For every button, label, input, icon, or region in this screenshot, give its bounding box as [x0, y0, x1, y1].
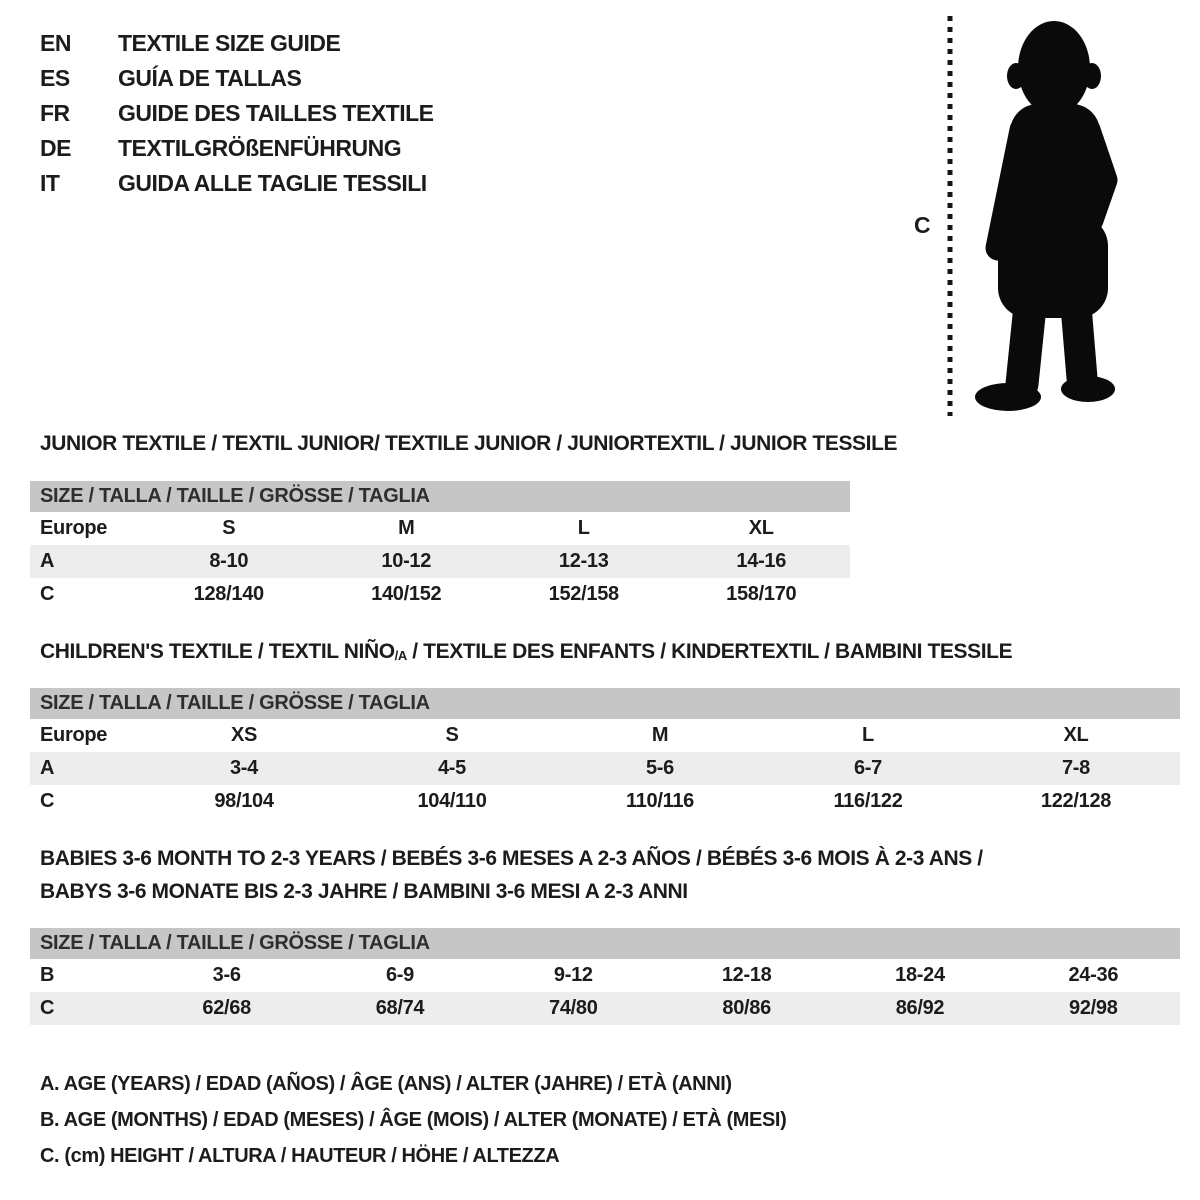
- babies-size-table: [30, 928, 1180, 1025]
- language-title: TEXTILGRÖßENFÜHRUNG: [118, 135, 402, 161]
- row-label: C: [40, 583, 55, 605]
- footnotes-block: [40, 1066, 786, 1174]
- language-code: EN: [40, 30, 71, 56]
- table-cell: 12-13: [558, 550, 609, 572]
- table-cell: 12-18: [721, 964, 772, 986]
- table-cell: 5-6: [645, 757, 674, 779]
- footnote-b: B. AGE (MONTHS) / EDAD (MESES) / ÂGE (MOIS) / ALTER (MONATE) / ETÀ (MESI): [40, 1109, 787, 1131]
- language-row: [40, 32, 434, 55]
- table-cell: 14-16: [736, 550, 787, 572]
- size-header-bar: SIZE / TALLA / TAILLE / GRÖSSE / TAGLIA: [30, 481, 850, 512]
- table-cell: 122/128: [1040, 790, 1112, 812]
- table-cell: XL: [748, 517, 774, 539]
- table-row-height: [30, 578, 850, 611]
- table-cell: 8-10: [209, 550, 249, 572]
- table-row-height: [30, 785, 1180, 818]
- heading-line: BABYS 3-6 MONATE BIS 2-3 JAHRE / BAMBINI 3-6 MESI A 2-3 ANNI: [40, 880, 688, 903]
- table-cell: M: [651, 724, 669, 746]
- height-measure-label: C: [914, 212, 931, 238]
- language-row: [40, 67, 434, 90]
- row-label: A: [40, 757, 55, 779]
- junior-size-table: [30, 481, 850, 611]
- table-cell: 6-9: [385, 964, 414, 986]
- language-title: GUIDE DES TAILLES TEXTILE: [118, 100, 434, 126]
- language-title: TEXTILE SIZE GUIDE: [118, 30, 341, 56]
- table-cell: 24-36: [1068, 964, 1119, 986]
- table-cell: 62/68: [202, 997, 251, 1019]
- table-cell: 158/170: [726, 583, 797, 605]
- table-cell: 3-4: [229, 757, 258, 779]
- table-cell: 7-8: [1061, 757, 1090, 779]
- table-row-age: [30, 545, 850, 578]
- language-code: ES: [40, 65, 70, 91]
- table-cell: 92/98: [1069, 997, 1118, 1019]
- table-row-months: [30, 959, 1180, 992]
- table-cell: 18-24: [895, 964, 945, 986]
- table-cell: 68/74: [375, 997, 425, 1019]
- toddler-silhouette-icon: [966, 18, 1138, 416]
- table-cell: 4-5: [437, 757, 466, 779]
- row-label: A: [40, 550, 55, 572]
- footnote-c: C. (cm) HEIGHT / ALTURA / HAUTEUR / HÖHE / ALTEZZA: [40, 1145, 560, 1167]
- heading-text: / TEXTILE DES ENFANTS / KINDERTEXTIL / BAMBINI TESSILE: [406, 640, 1013, 663]
- language-title-block: [40, 32, 434, 207]
- table-cell: 6-7: [853, 757, 882, 779]
- heading-text: CHILDREN'S TEXTILE / TEXTIL NIÑO: [40, 640, 395, 663]
- language-row: [40, 137, 434, 160]
- table-row-height: [30, 992, 1180, 1025]
- table-cell: 86/92: [895, 997, 945, 1019]
- row-label: C: [40, 997, 55, 1019]
- table-cell: 116/122: [833, 790, 903, 812]
- table-cell: 3-6: [212, 964, 241, 986]
- row-label: C: [40, 790, 55, 812]
- height-dashed-line-icon: [946, 16, 954, 416]
- heading-subscript: /A: [394, 648, 407, 663]
- table-cell: S: [222, 517, 236, 539]
- table-cell: L: [577, 517, 590, 539]
- table-cell: 80/86: [722, 997, 771, 1019]
- babies-section-heading: [40, 842, 983, 908]
- table-row-age: [30, 752, 1180, 785]
- table-cell: 140/152: [371, 583, 442, 605]
- language-code: DE: [40, 135, 71, 161]
- footnote-a: A. AGE (YEARS) / EDAD (AÑOS) / ÂGE (ANS) / ALTER (JAHRE) / ETÀ (ANNI): [40, 1073, 732, 1095]
- table-cell: L: [862, 724, 874, 746]
- language-row: [40, 172, 434, 195]
- row-label: B: [40, 964, 55, 986]
- language-code: FR: [40, 100, 70, 126]
- children-size-table: [30, 688, 1180, 818]
- size-header-bar: SIZE / TALLA / TAILLE / GRÖSSE / TAGLIA: [30, 688, 1180, 719]
- children-section-heading: [40, 640, 1012, 664]
- table-cell: S: [445, 724, 459, 746]
- table-cell: XL: [1063, 724, 1089, 746]
- table-cell: 98/104: [214, 790, 274, 812]
- table-cell: 74/80: [549, 997, 598, 1019]
- row-label: Europe: [40, 517, 108, 539]
- language-code: IT: [40, 170, 60, 196]
- language-row: [40, 102, 434, 125]
- table-cell: M: [398, 517, 415, 539]
- table-cell: 128/140: [193, 583, 264, 605]
- table-cell: XS: [230, 724, 258, 746]
- table-row-europe: [30, 512, 850, 545]
- size-header-bar: SIZE / TALLA / TAILLE / GRÖSSE / TAGLIA: [30, 928, 1180, 959]
- table-cell: 10-12: [381, 550, 432, 572]
- junior-section-heading: JUNIOR TEXTILE / TEXTIL JUNIOR/ TEXTILE JUNIOR / JUNIORTEXTIL / JUNIOR TESSILE: [40, 432, 898, 455]
- row-label: Europe: [40, 724, 108, 746]
- table-cell: 152/158: [548, 583, 619, 605]
- language-title: GUIDA ALLE TAGLIE TESSILI: [118, 170, 427, 196]
- heading-line: BABIES 3-6 MONTH TO 2-3 YEARS / BEBÉS 3-6 MESES A 2-3 AÑOS / BÉBÉS 3-6 MOIS À 2-3 ANS /: [40, 847, 983, 870]
- table-cell: 104/110: [417, 790, 487, 812]
- table-cell: 110/116: [626, 790, 694, 812]
- language-title: GUÍA DE TALLAS: [118, 65, 302, 91]
- table-cell: 9-12: [553, 964, 593, 986]
- table-row-europe: [30, 719, 1180, 752]
